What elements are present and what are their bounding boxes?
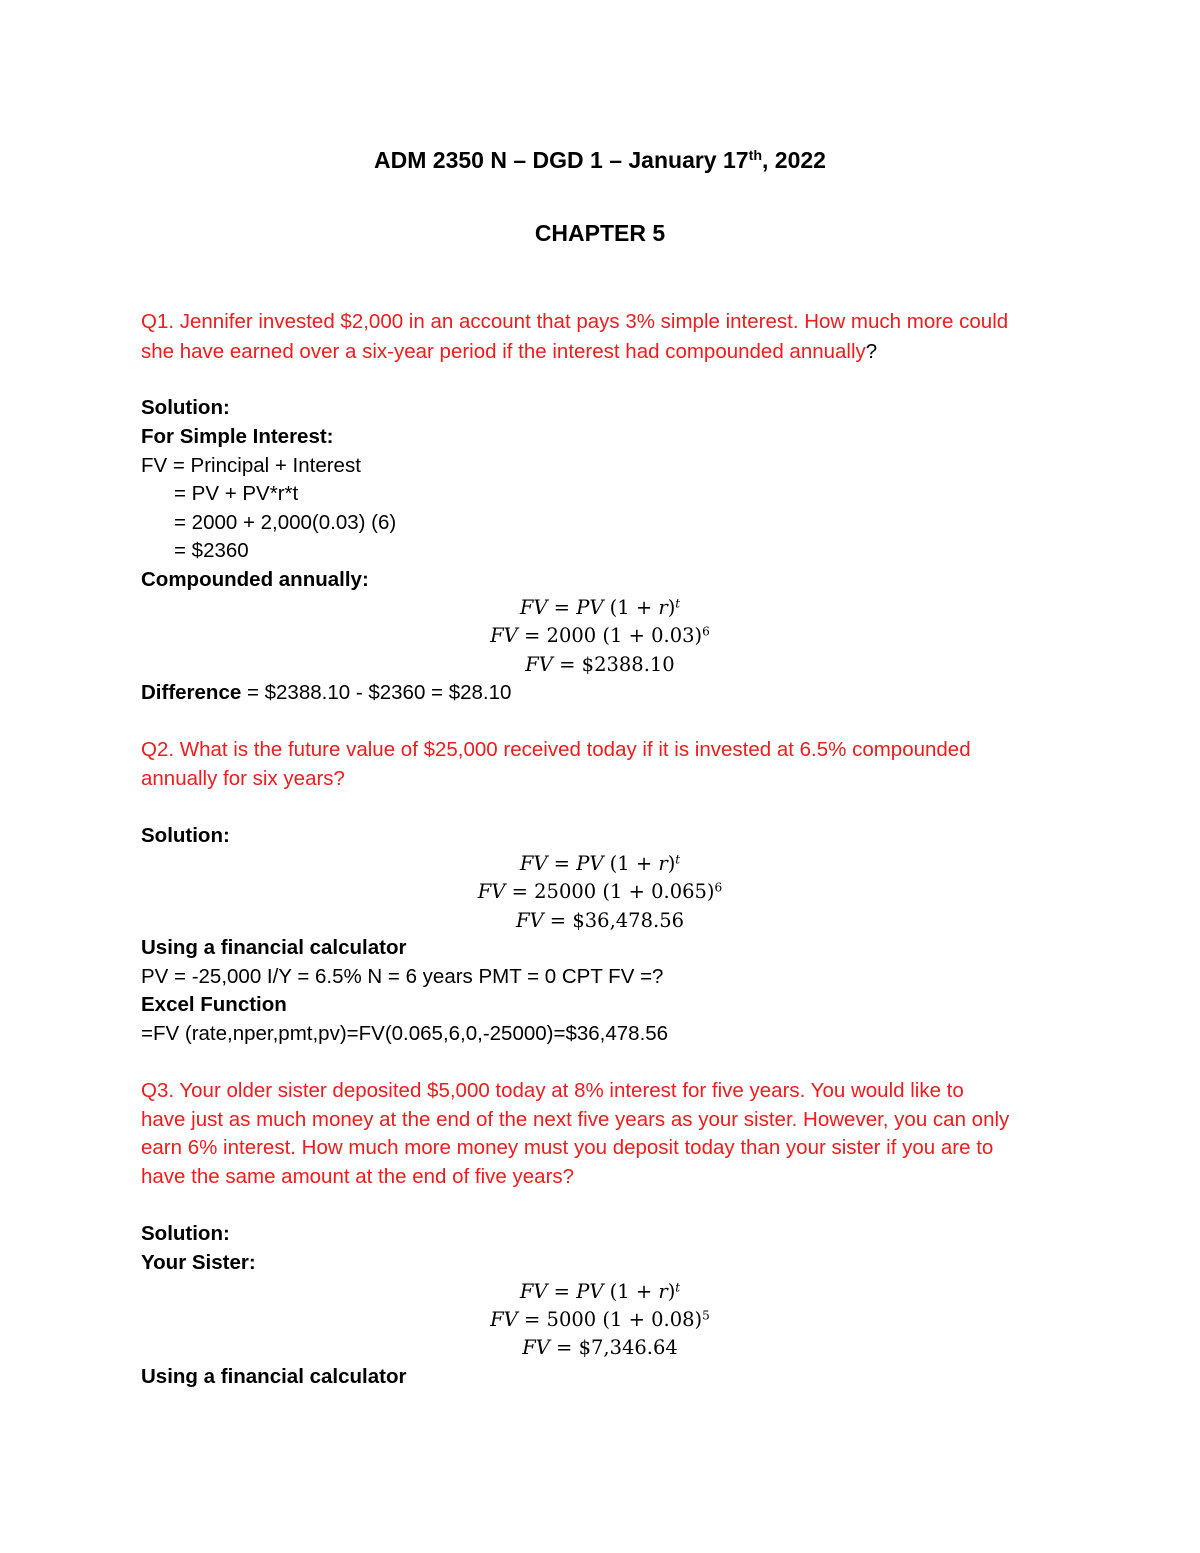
q3-calculator-heading: Using a financial calculator [141, 1365, 407, 1388]
q2-text-line-1: Q2. What is the future value of $25,000 received today if it is invested at 6.5% compounded [141, 738, 971, 761]
q3-sister-heading: Your Sister: [141, 1251, 256, 1274]
q1-equation-2: FV = 2000 $(1 + 0.03)^6$ [490, 624, 710, 647]
q1-solution-label: Solution: [141, 396, 230, 419]
q3-text-line-2: have just as much money at the end of the next five years as your sister. However, you can only [141, 1108, 1010, 1131]
q3-text-line-1: Q3. Your older sister deposited $5,000 today at 8% interest for five years. You would like to [141, 1079, 964, 1102]
q1-compounded-heading: Compounded annually: [141, 568, 369, 591]
q1-simple-heading: For Simple Interest: [141, 425, 334, 448]
q1-fv-line-4: = $2360 [174, 539, 249, 562]
q3-equation-3: FV = $7,346.64 [522, 1336, 678, 1359]
q1-equation-1: FV = PV $(1 + r)^t$ [519, 596, 681, 619]
q2-excel-heading: Excel Function [141, 993, 287, 1016]
page-title: ADM 2350 N – DGD 1 – January 17th, 2022 [374, 147, 826, 173]
q2-equation-2: FV = 25000 $(1 + 0.065)^6$ [477, 880, 723, 903]
q1-fv-line-3: = 2000 + 2,000(0.03) (6) [174, 511, 397, 534]
q3-text-line-3: earn 6% interest. How much more money must you deposit today than your sister if you are to [141, 1136, 994, 1159]
q3-text-line-4: have the same amount at the end of five years? [141, 1165, 575, 1188]
q1-difference: Difference = $2388.10 - $2360 = $28.10 [141, 681, 512, 704]
q1-fv-line-1: FV = Principal + Interest [141, 454, 361, 477]
q3-equation-2: FV = 5000 $(1 + 0.08)^5$ [490, 1308, 710, 1331]
q1-text-line-2: she have earned over a six-year period if the interest had compounded annually? [141, 340, 878, 363]
q2-excel-formula: =FV (rate,nper,pmt,pv)=FV(0.065,6,0,-25000)=$36,478.56 [141, 1022, 669, 1045]
q2-text-line-2: annually for six years? [141, 767, 345, 790]
q2-calculator-inputs: PV = -25,000 I/Y = 6.5% N = 6 years PMT = 0 CPT FV =? [141, 965, 664, 988]
chapter-heading: CHAPTER 5 [534, 220, 666, 246]
q1-equation-3: FV = $2388.10 [525, 653, 675, 676]
q2-calculator-heading: Using a financial calculator [141, 936, 407, 959]
q2-equation-1: FV = PV $(1 + r)^t$ [519, 852, 681, 875]
q2-solution-label: Solution: [141, 824, 230, 847]
q3-solution-label: Solution: [141, 1222, 230, 1245]
q3-equation-1: FV = PV $(1 + r)^t$ [519, 1280, 681, 1303]
q1-text-line-1: Q1. Jennifer invested $2,000 in an account that pays 3% simple interest. How much more could [141, 310, 1009, 333]
q2-equation-3: FV = $36,478.56 [515, 909, 685, 932]
q1-fv-line-2: = PV + PV*r*t [174, 482, 299, 505]
